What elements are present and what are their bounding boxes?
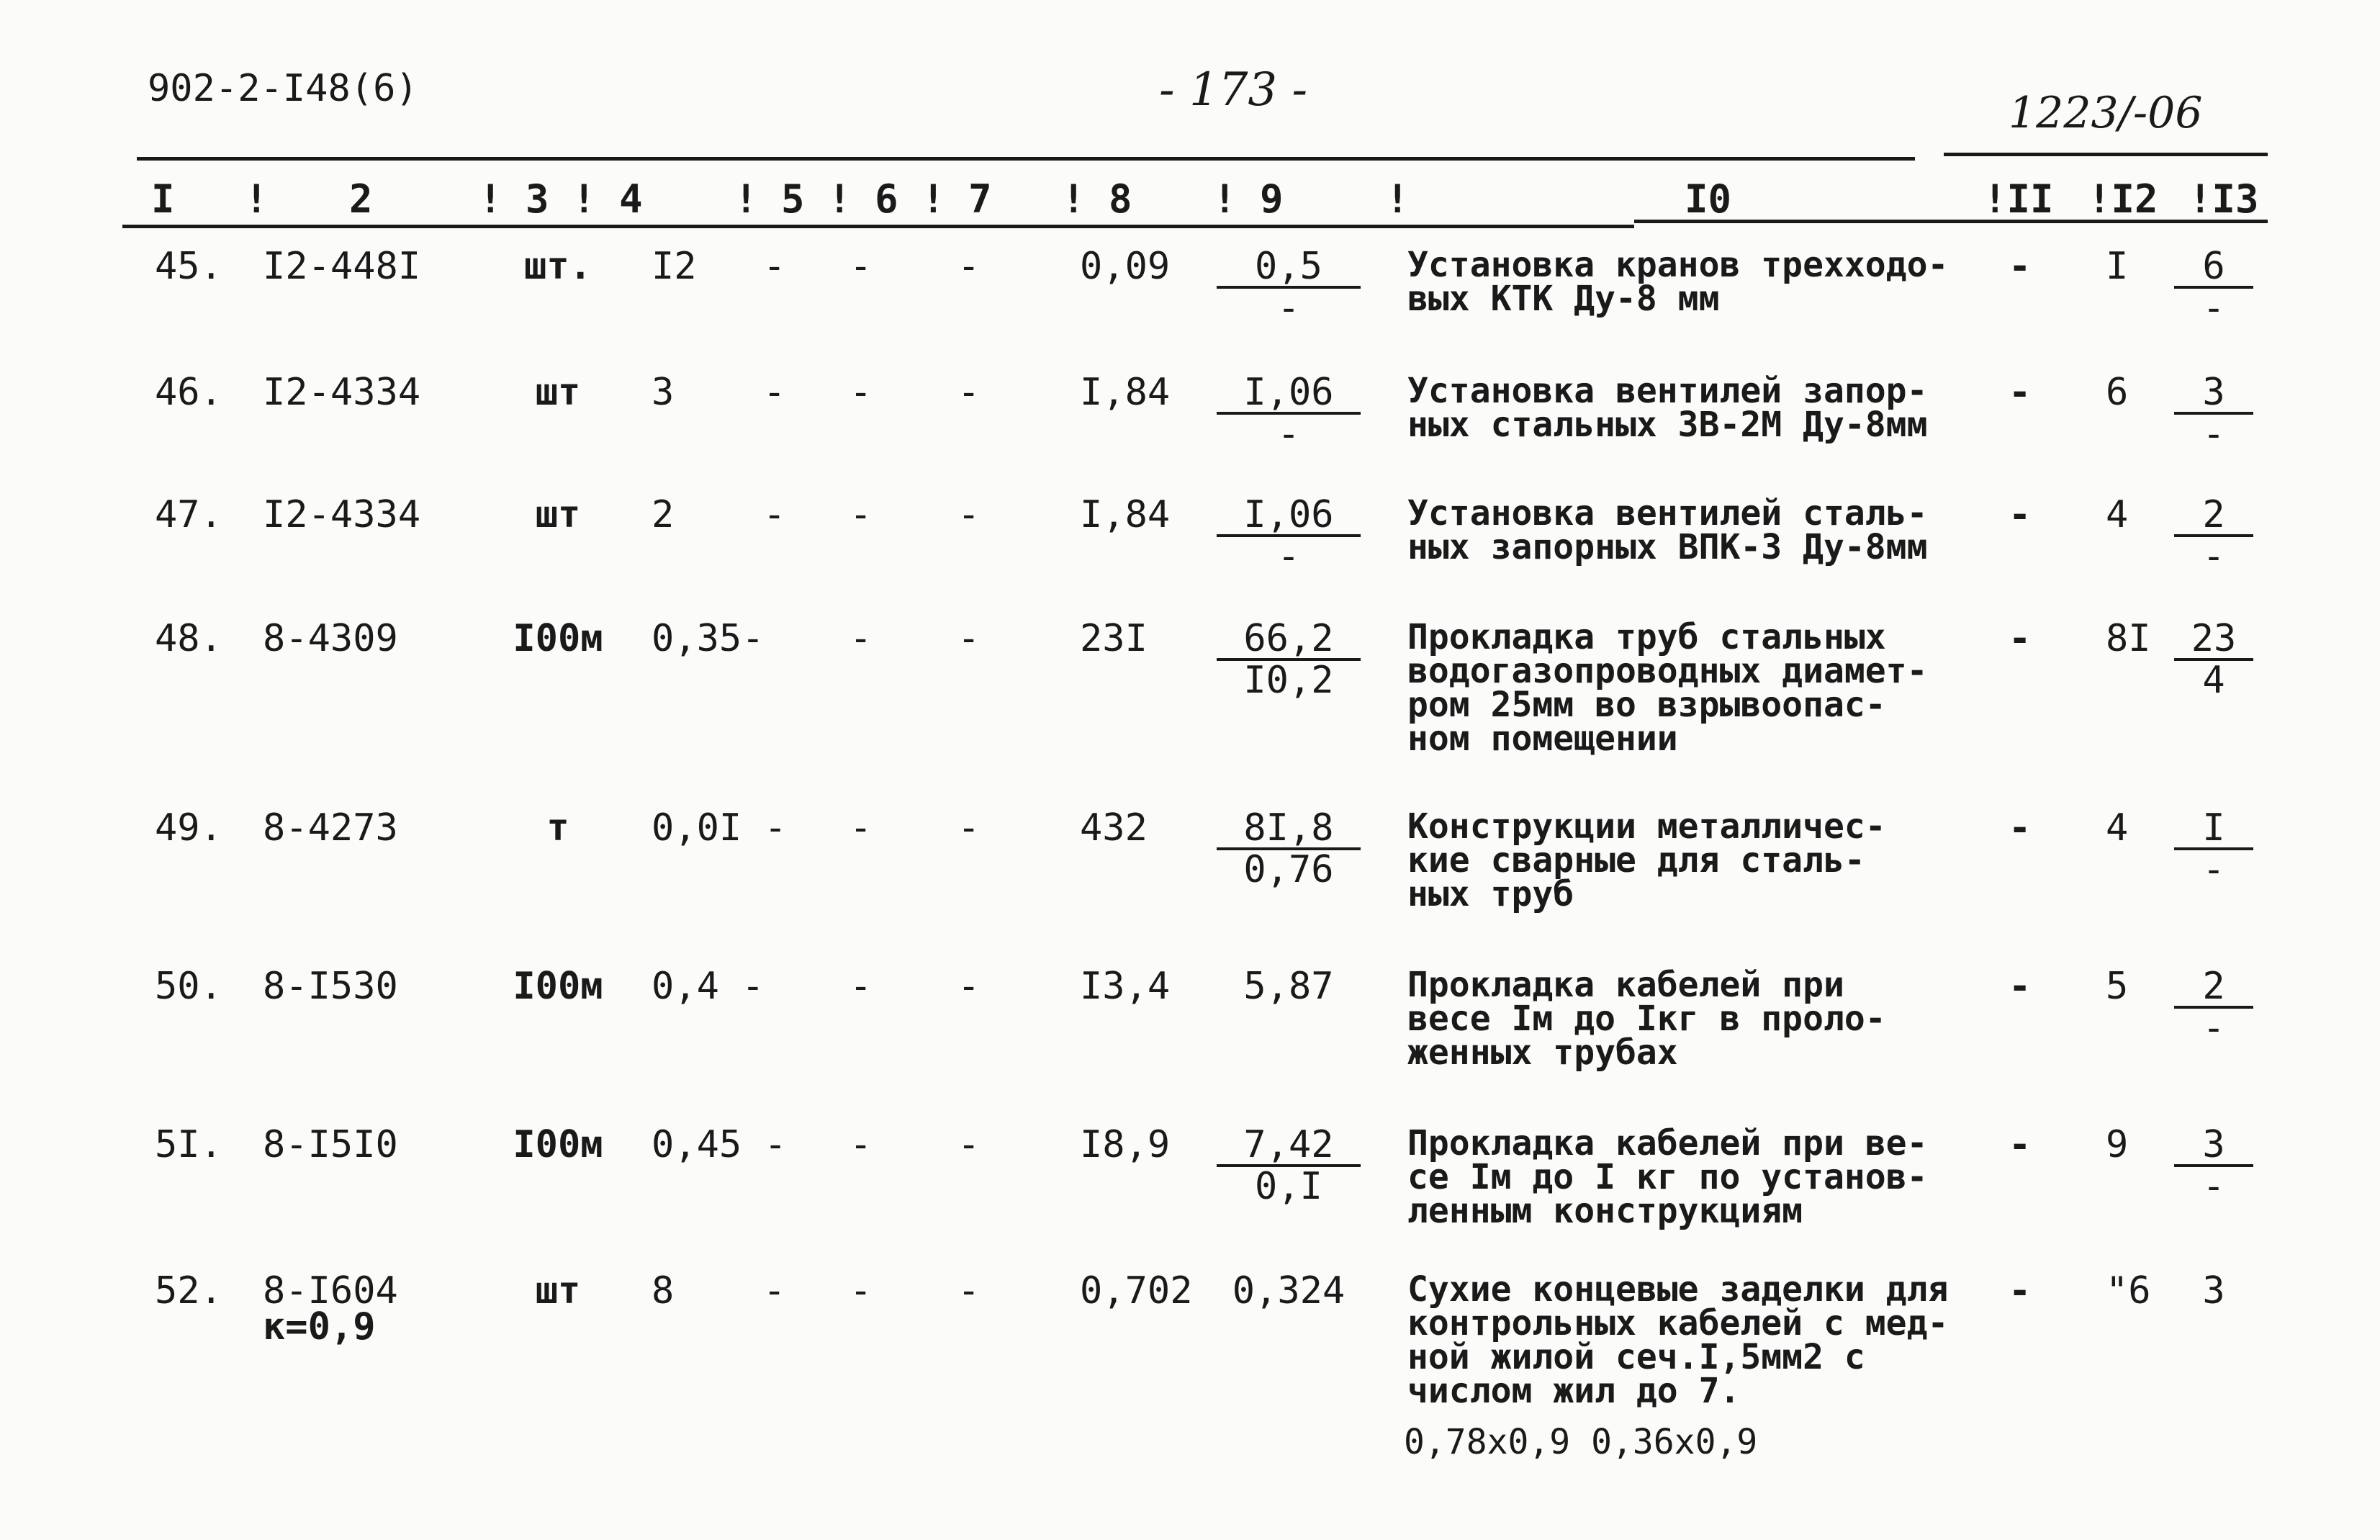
col9-bottom: -: [1277, 535, 1300, 578]
col5-value: -: [763, 245, 786, 288]
description-line: ных труб: [1407, 874, 1574, 914]
col13-fraction: [2174, 371, 2253, 456]
col-header-1: I: [151, 176, 175, 222]
col9-top: 7,42: [1217, 1127, 1361, 1167]
col13-fraction: [2174, 493, 2253, 578]
row-number: 47.: [155, 493, 222, 536]
col13-bottom: -: [2202, 413, 2225, 456]
row-number: 5I.: [155, 1123, 222, 1166]
col7-value: -: [957, 1123, 981, 1166]
description-line: ном помещении: [1407, 719, 1678, 759]
col12-value: 5: [2106, 965, 2129, 1008]
top-rule-left: [137, 157, 1915, 161]
col6-value: -: [849, 806, 873, 850]
col9-top: I,06: [1217, 497, 1361, 537]
col13-top: I: [2174, 810, 2253, 850]
col13-top: 3: [2174, 1127, 2253, 1167]
col6-value: -: [849, 493, 873, 536]
col13-fraction: [2174, 617, 2253, 702]
col9-fraction: [1217, 617, 1361, 702]
description-line: водогазопроводных диамет-: [1407, 651, 1928, 691]
col9-fraction: [1217, 493, 1361, 578]
col-header-12: !I2: [2088, 176, 2158, 222]
col8-value: I3,4: [1080, 965, 1171, 1008]
col6-value: -: [849, 1269, 873, 1312]
col9-top: 66,2: [1217, 621, 1361, 661]
col8-value: 432: [1080, 806, 1148, 850]
col9-fraction: [1217, 245, 1361, 330]
item-code: 8-I604: [263, 1269, 398, 1312]
col-header-5-7: ! 5 ! 6 ! 7: [734, 176, 992, 222]
unit: шт.: [524, 245, 592, 288]
col13-top: 3: [2174, 374, 2253, 415]
col12-value: 4: [2106, 806, 2129, 850]
quantity: 0,4 -: [652, 965, 765, 1008]
col9-top: 5,87: [1243, 965, 1334, 1008]
unit: I00м: [513, 965, 603, 1008]
col-header-11: !II: [1983, 176, 2054, 222]
col12-value: "6: [2106, 1269, 2151, 1312]
col-header-10: I0: [1685, 176, 1732, 222]
col9-top: 0,5: [1217, 248, 1361, 289]
col8-value: I,84: [1080, 493, 1171, 536]
col8-value: I8,9: [1080, 1123, 1171, 1166]
col13-fraction: [2174, 1123, 2253, 1208]
quantity: 0,35-: [652, 617, 765, 660]
item-code-coefficient: к=0,9: [263, 1305, 376, 1348]
col8-value: 0,09: [1080, 245, 1171, 288]
col7-value: -: [957, 965, 981, 1008]
col7-value: -: [957, 806, 981, 850]
description-line: Прокладка труб стальных: [1407, 617, 1886, 657]
col5-value: -: [763, 493, 786, 536]
description-line: ром 25мм во взрывоопас-: [1407, 685, 1886, 725]
description-line: весе Iм до Iкг в проло-: [1407, 999, 1886, 1039]
col12-value: 9: [2106, 1123, 2129, 1166]
item-code: 8-I530: [263, 965, 398, 1008]
item-code: 8-I5I0: [263, 1123, 398, 1166]
description-line: Установка вентилей запор-: [1407, 371, 1928, 411]
quantity: 8: [652, 1269, 675, 1312]
col9-fraction: [1217, 371, 1361, 456]
col13-top: 23: [2174, 621, 2253, 661]
col11-value: -: [2009, 1269, 2032, 1312]
description-line: Конструкции металличес-: [1407, 806, 1886, 847]
col13-fraction: [2174, 245, 2253, 330]
col7-value: -: [957, 617, 981, 660]
description-line: Установка вентилей сталь-: [1407, 493, 1928, 533]
col9-fraction: [1217, 965, 1361, 1008]
col-header-13: !I3: [2189, 176, 2259, 222]
col7-value: -: [957, 371, 981, 414]
quantity: 0,45 -: [652, 1123, 787, 1166]
unit: шт: [535, 371, 581, 414]
row-number: 48.: [155, 617, 222, 660]
unit: шт: [535, 1269, 581, 1312]
item-code: 8-4309: [263, 617, 398, 660]
quantity: 3: [652, 371, 675, 414]
description-line: ных стальных 3В-2М Ду-8мм: [1407, 405, 1928, 445]
col-sep: !: [1386, 176, 1410, 222]
col13-bottom: -: [2202, 535, 2225, 578]
quantity: 0,0I -: [652, 806, 787, 850]
col11-value: -: [2009, 245, 2032, 288]
col7-value: -: [957, 245, 981, 288]
col9-fraction: [1217, 1123, 1361, 1208]
col13-fraction: [2174, 806, 2253, 891]
quantity: 2: [652, 493, 675, 536]
col13-bottom: -: [2202, 1165, 2225, 1208]
description-line: женных трубах: [1407, 1032, 1678, 1073]
col9-bottom: -: [1277, 413, 1300, 456]
col12-value: 4: [2106, 493, 2129, 536]
col-header-3-4: ! 3 ! 4: [479, 176, 643, 222]
quantity: I2: [652, 245, 697, 288]
col9-bottom: 0,76: [1243, 848, 1334, 891]
description-line: вых КТК Ду-8 мм: [1407, 279, 1720, 319]
item-code: I2-448I: [263, 245, 421, 288]
col7-value: -: [957, 1269, 981, 1312]
page-number: - 173 -: [1159, 63, 1308, 117]
col13-top: 2: [2174, 968, 2253, 1009]
col-sep: !: [245, 176, 269, 222]
item-code: 8-4273: [263, 806, 398, 850]
unit: шт: [535, 493, 581, 536]
col12-value: 8I: [2106, 617, 2151, 660]
col11-value: -: [2009, 806, 2032, 850]
col9-top: 8I,8: [1217, 810, 1361, 850]
col13-bottom: -: [2202, 287, 2225, 330]
row-number: 46.: [155, 371, 222, 414]
col8-value: 23I: [1080, 617, 1148, 660]
col12-value: 6: [2106, 371, 2129, 414]
col9-fraction: [1217, 1269, 1361, 1312]
description-line: се Iм до I кг по установ-: [1407, 1157, 1928, 1197]
description-line: Установка кранов трехходо-: [1407, 245, 1949, 285]
col-header-8: ! 8: [1062, 176, 1132, 222]
col8-value: I,84: [1080, 371, 1171, 414]
col9-top: I,06: [1217, 374, 1361, 415]
col7-value: -: [957, 493, 981, 536]
description-line: числом жил до 7.: [1407, 1371, 1741, 1411]
col13-bottom: 4: [2202, 659, 2225, 702]
col11-value: -: [2009, 493, 2032, 536]
col11-value: -: [2009, 617, 2032, 660]
row-number: 49.: [155, 806, 222, 850]
description-line: Прокладка кабелей при: [1407, 965, 1844, 1005]
description-line: Прокладка кабелей при ве-: [1407, 1123, 1928, 1163]
col13-fraction: [2174, 965, 2253, 1050]
col6-value: -: [849, 965, 873, 1008]
item-code: I2-4334: [263, 493, 421, 536]
col-header-9: ! 9: [1213, 176, 1284, 222]
unit: I00м: [513, 1123, 603, 1166]
col11-value: -: [2009, 1123, 2032, 1166]
unit: I00м: [513, 617, 603, 660]
description-line: контрольных кабелей с мед-: [1407, 1303, 1949, 1343]
description-line: кие сварные для сталь-: [1407, 840, 1865, 881]
description-line: ленным конструкциям: [1407, 1191, 1803, 1231]
col11-value: -: [2009, 371, 2032, 414]
top-rule-right: [1944, 153, 2268, 156]
footnote: 0,78х0,9 0,36х0,9: [1404, 1422, 1758, 1462]
col6-value: -: [849, 1123, 873, 1166]
col9-bottom: I0,2: [1243, 659, 1334, 702]
item-code: I2-4334: [263, 371, 421, 414]
col6-value: -: [849, 617, 873, 660]
col5-value: -: [763, 371, 786, 414]
document-code: 902-2-I48(6): [148, 67, 418, 110]
unit: т: [546, 806, 569, 850]
col13-top: 2: [2174, 497, 2253, 537]
col13-top: 3: [2202, 1269, 2225, 1312]
col13-bottom: -: [2202, 848, 2225, 891]
col11-value: -: [2009, 965, 2032, 1008]
col8-value: 0,702: [1080, 1269, 1193, 1312]
sheet-code: 1223/-06: [2009, 88, 2203, 138]
col9-top: 0,324: [1232, 1269, 1345, 1312]
col5-value: -: [763, 1269, 786, 1312]
col13-bottom: -: [2202, 1007, 2225, 1050]
col9-bottom: -: [1277, 287, 1300, 330]
col13-fraction: [2174, 1269, 2253, 1312]
description-line: ной жилой сеч.I,5мм2 с: [1407, 1337, 1865, 1377]
col-header-2: 2: [349, 176, 373, 222]
col12-value: I: [2106, 245, 2129, 288]
description-line: Сухие концевые заделки для: [1407, 1269, 1949, 1310]
row-number: 52.: [155, 1269, 222, 1312]
col9-bottom: 0,I: [1255, 1165, 1322, 1208]
row-number: 50.: [155, 965, 222, 1008]
col13-top: 6: [2174, 248, 2253, 289]
header-rule-left: [122, 225, 1634, 228]
description-line: ных запорных ВПК-3 Ду-8мм: [1407, 527, 1928, 567]
col6-value: -: [849, 371, 873, 414]
row-number: 45.: [155, 245, 222, 288]
col6-value: -: [849, 245, 873, 288]
col9-fraction: [1217, 806, 1361, 891]
